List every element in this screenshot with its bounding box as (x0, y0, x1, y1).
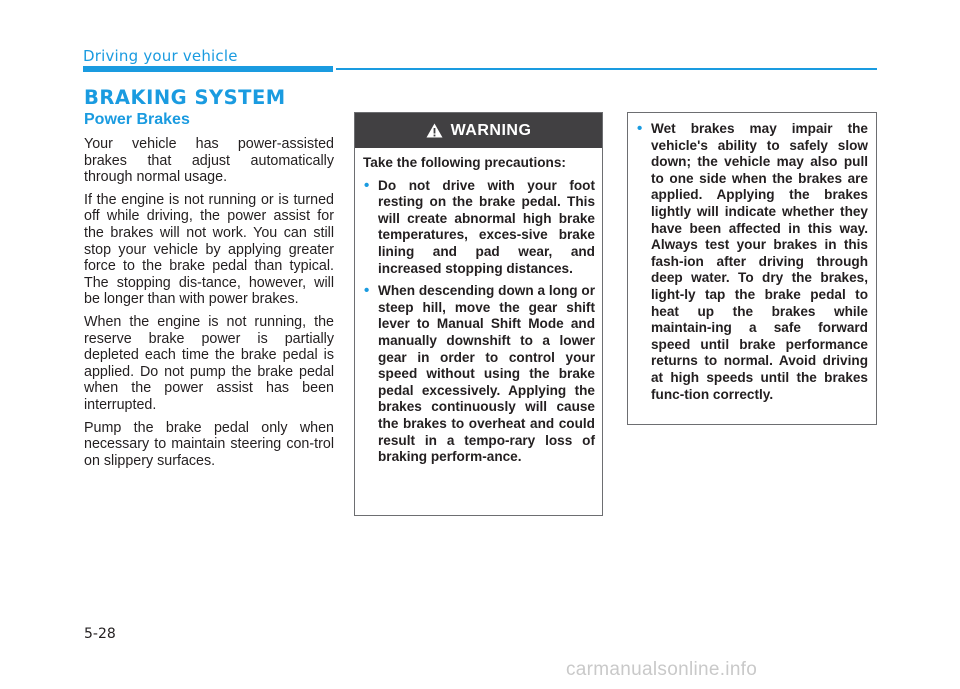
warning-body (355, 148, 602, 466)
bullet-icon: • (637, 120, 643, 137)
warning-item (363, 283, 595, 466)
warning-item-text: When descending down a long or steep hill, move the gear shift lever to Manual Shift Mode and manually downshift to a lower gear in order to control your speed without using the brake pedal excessively. Applying the brakes continuously will cause the brakes to overheat and could result in a tempo-rary loss of braking perform-ance. (378, 283, 595, 465)
warning-header (355, 113, 602, 148)
warning-list (363, 178, 595, 466)
note-item-text: Wet brakes may impair the vehicle's ability to safely slow down; the vehicle may also pull to one side when the brakes are applied. Applying the brakes lightly will indicate whether they have been affected in this way. Always test your brakes in this fash-ion after driving through deep water. To dry the brakes, light-ly tap the brake pedal to heat up the brakes while maintain-ing a safe forward speed until brake performance returns to normal. Avoid driving at high speeds until the brakes func-tion correctly. (651, 121, 868, 402)
warning-item-text: Do not drive with your foot resting on the brake pedal. This will create abnormal high brake temperatures, exces-sive brake lining and pad wear, and increased stopping distances. (378, 177, 595, 276)
warning-intro: Take the following precautions: (363, 155, 566, 170)
body-paragraph: Your vehicle has power-assisted brakes that adjust automatically through normal usage. (84, 136, 334, 186)
note-list (636, 121, 868, 403)
header-rule-thin (336, 68, 877, 70)
warning-box (354, 112, 603, 516)
warning-item (363, 178, 595, 278)
body-paragraph: If the engine is not running or is turned off while driving, the power assist for the brakes will not work. You can still stop your vehicle by applying greater force to the brake pedal than typical. The stopping dis-tance, however, will be longer than with power brakes. (84, 191, 334, 308)
note-item (636, 121, 868, 403)
body-column (84, 136, 334, 475)
subheading: Power Brakes (84, 111, 190, 128)
note-box (627, 112, 877, 425)
watermark: carmanualsonline.info (566, 659, 758, 680)
header-rule-thick (83, 66, 333, 72)
bullet-icon: • (364, 176, 370, 194)
bullet-icon: • (364, 282, 370, 300)
page-number: 5-28 (84, 626, 116, 642)
body-paragraph: When the engine is not running, the reserve brake power is partially depleted each time the brake pedal is applied. Do not pump the brake pedal when the power assist has been interrupted. (84, 313, 334, 413)
warning-label: WARNING (450, 121, 532, 139)
section-title: Driving your vehicle (83, 47, 238, 65)
warning-triangle-icon (426, 123, 443, 138)
chapter-title: BRAKING SYSTEM (84, 86, 286, 109)
body-paragraph: Pump the brake pedal only when necessary to maintain steering con-trol on slippery surfaces. (84, 419, 334, 469)
